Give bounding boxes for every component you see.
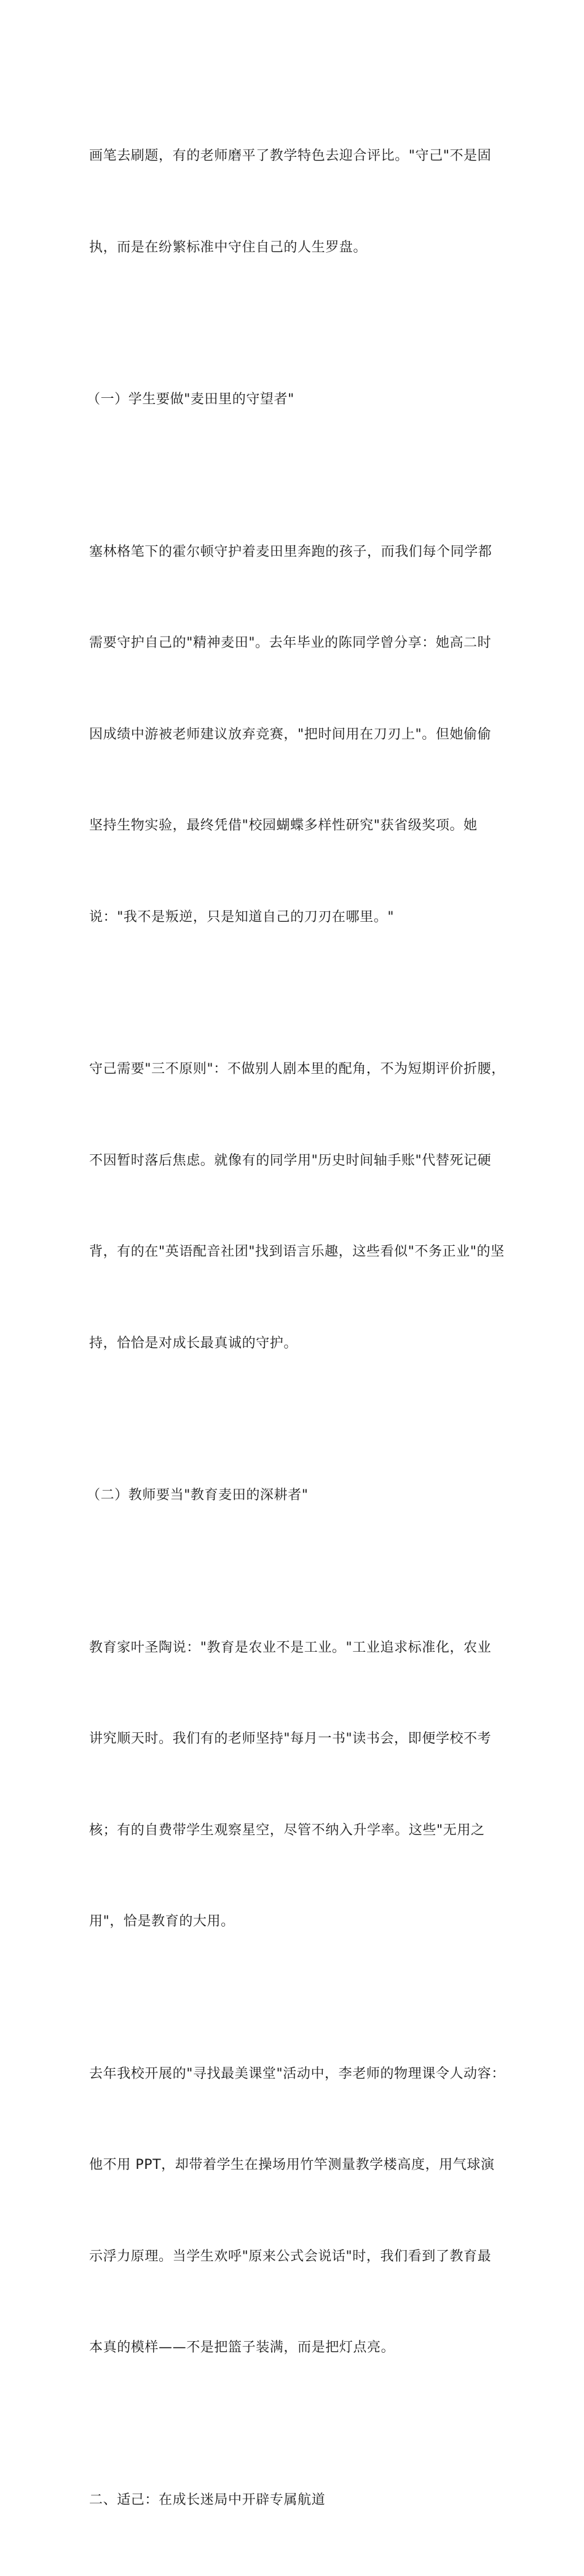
text-line: 不因暂时落后焦虑。就像有的同学用"历史时间轴手账"代替死记硬 bbox=[89, 1146, 507, 1176]
text-line: 讲究顺天时。我们有的老师坚持"每月一书"读书会，即便学校不考 bbox=[89, 1724, 507, 1754]
paragraph-education-agriculture bbox=[89, 1572, 507, 1998]
text-line: 他不用 PPT，却带着学生在操场用竹竿测量教学楼高度，用气球演 bbox=[89, 2150, 507, 2181]
paragraph-three-principles bbox=[89, 993, 507, 1419]
text-line: 画笔去刷题，有的老师磨平了教学特色去迎合评比。"守己"不是固 bbox=[89, 141, 507, 172]
text-line: 持，恰恰是对成长最真诚的守护。 bbox=[89, 1328, 507, 1359]
text-line: 塞林格笔下的霍尔顿守护着麦田里奔跑的孩子，而我们每个同学都 bbox=[89, 537, 507, 568]
text-line: 示浮力原理。当学生欢呼"原来公式会说话"时，我们看到了教育最 bbox=[89, 2241, 507, 2272]
text-line: 教育家叶圣陶说："教育是农业不是工业。"工业追求标准化，农业 bbox=[89, 1633, 507, 1663]
text-line: 因成绩中游被老师建议放弃竞赛，"把时间用在刀刃上"。但她偷偷 bbox=[89, 719, 507, 750]
paragraph-best-classroom bbox=[89, 1998, 507, 2424]
text-line: 用"，恰是教育的大用。 bbox=[89, 1906, 507, 1937]
subheading-teachers bbox=[87, 1419, 507, 1572]
text-line: 守己需要"三不原则"：不做别人剧本里的配角，不为短期评价折腰， bbox=[89, 1054, 507, 1085]
text-line: 坚持生物实验，最终凭借"校园蝴蝶多样性研究"获省级奖项。她 bbox=[89, 810, 507, 841]
text-line: 核；有的自费带学生观察星空，尽管不纳入升学率。这些"无用之 bbox=[89, 1815, 507, 1846]
text-line: 说："我不是叛逆，只是知道自己的刀刃在哪里。" bbox=[89, 902, 507, 933]
text-line: 需要守护自己的"精神麦田"。去年毕业的陈同学曾分享：她高二时 bbox=[89, 628, 507, 659]
paragraph-shouji-intro-end bbox=[89, 80, 507, 323]
text-line: 本真的模样——不是把篮子装满，而是把灯点亮。 bbox=[89, 2332, 507, 2363]
document-page bbox=[0, 0, 584, 826]
text-line: 去年我校开展的"寻找最美课堂"活动中，李老师的物理课令人动容： bbox=[89, 2059, 507, 2090]
subheading-text: （一）学生要做"麦田里的守望者" bbox=[87, 384, 507, 415]
subheading-text: （二）教师要当"教育麦田的深耕者" bbox=[87, 1480, 507, 1511]
subheading-students bbox=[87, 323, 507, 476]
section-heading-text: 二、适己：在成长迷局中开辟专属航道 bbox=[89, 2485, 507, 2516]
section-heading-shiji bbox=[89, 2424, 507, 2576]
text-line: 执，而是在纷繁标准中守住自己的人生罗盘。 bbox=[89, 232, 507, 263]
text-line: 背，有的在"英语配音社团"找到语言乐趣，这些看似"不务正业"的坚 bbox=[89, 1237, 507, 1267]
paragraph-student-story bbox=[89, 476, 507, 994]
document-body bbox=[89, 80, 507, 2576]
